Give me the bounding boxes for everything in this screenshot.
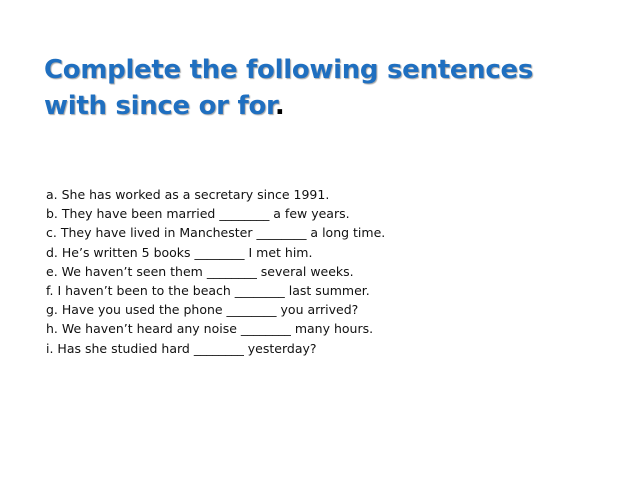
slide-title-period: . — [274, 91, 285, 121]
exercise-sentence-h: h. We haven’t heard any noise ________ many hours. — [46, 321, 374, 337]
exercise-sentence-list — [46, 185, 606, 358]
slide-title-text: Complete the following sentences with since or for — [44, 55, 534, 121]
exercise-sentence-b: b. They have been married ________ a few years. — [46, 206, 350, 222]
exercise-sentence-c: c. They have lived in Manchester ________ a long time. — [46, 225, 386, 241]
exercise-sentence-e: e. We haven’t seen them ________ several weeks. — [46, 263, 354, 279]
exercise-sentence-d: d. He’s written 5 books ________ I met him. — [46, 244, 313, 260]
exercise-sentence-i: i. Has she studied hard ________ yesterday? — [46, 340, 317, 356]
exercise-sentence-a: a. She has worked as a secretary since 1991. — [46, 187, 330, 202]
exercise-sentence-f: f. I haven’t been to the beach ________ last summer. — [46, 283, 370, 299]
slide-title — [44, 52, 604, 124]
exercise-sentence-g: g. Have you used the phone ________ you arrived? — [46, 302, 359, 318]
